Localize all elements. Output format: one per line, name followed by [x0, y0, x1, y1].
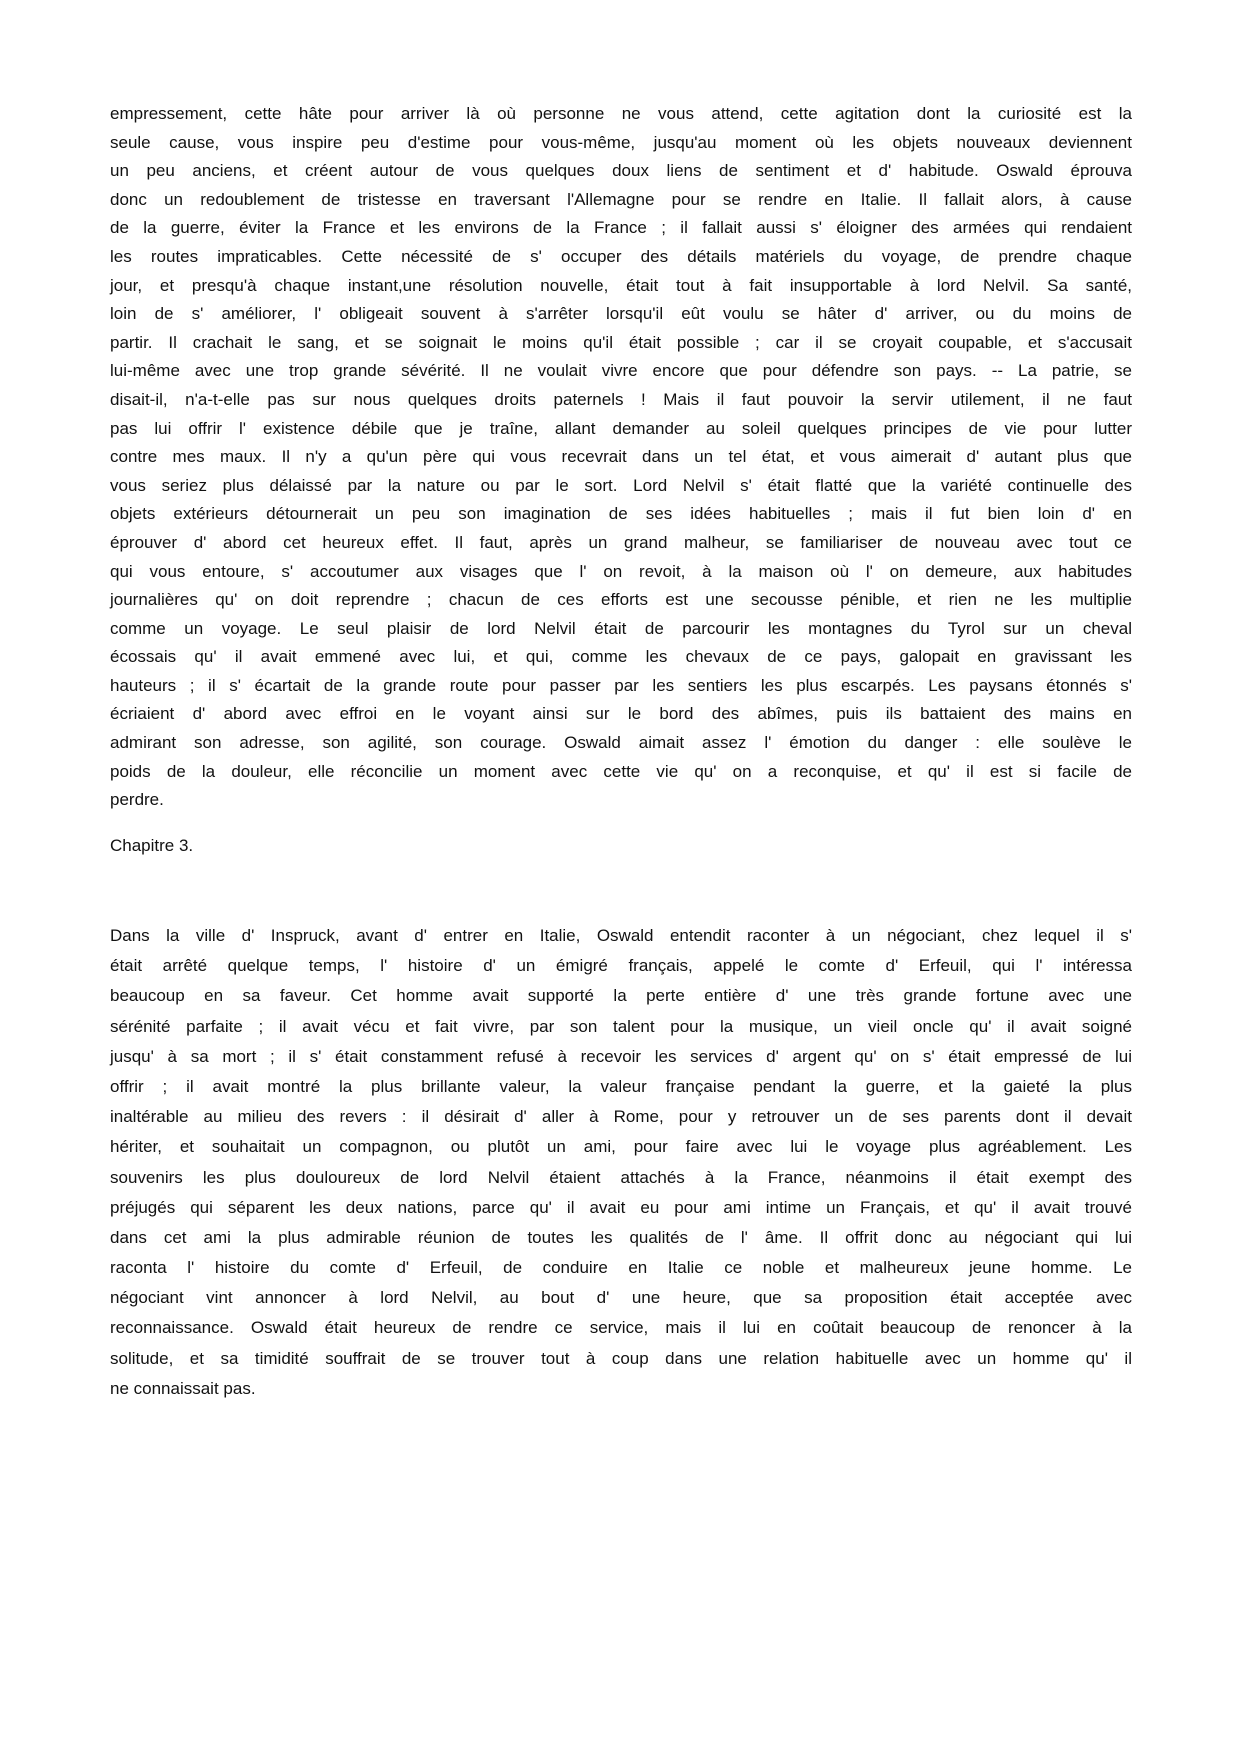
text-line: objets extérieurs détournerait un peu son imagination de ses idées habituelles ; mais il fut bien loin d' en	[110, 504, 1132, 524]
text-line: Dans la ville d' Inspruck, avant d' entrer en Italie, Oswald entendit raconter à un négociant, chez lequel il s'	[110, 926, 1132, 945]
text-line: négociant vint annoncer à lord Nelvil, au bout d' une heure, que sa proposition était acceptée avec	[110, 1288, 1132, 1308]
text-line: sérénité parfaite ; il avait vécu et fait vivre, par son talent pour la musique, un vieil oncle qu' il avait soigné	[110, 1016, 1132, 1036]
text-line: écriaient d' abord avec effroi en le voyant ainsi sur le bord des abîmes, puis ils battaient des mains en	[110, 704, 1132, 724]
text-line: journalières qu' on doit reprendre ; chacun de ces efforts est une secousse pénible, et rien ne les multiplie	[110, 590, 1132, 610]
text-line: dans cet ami la plus admirable réunion de toutes les qualités de l' âme. Il offrit donc au négociant qui lui	[110, 1227, 1132, 1247]
text-line: lui-même avec une trop grande sévérité. Il ne voulait vivre encore que pour défendre son pays. -- La patrie, se	[110, 361, 1132, 381]
text-line: pas lui offrir l' existence débile que je traîne, allant demander au soleil quelques principes de vie pour lutter	[110, 418, 1132, 438]
text-line: écossais qu' il avait emmené avec lui, et qui, comme les chevaux de ce pays, galopait en gravissant les	[110, 647, 1132, 667]
text-line: hériter, et souhaitait un compagnon, ou plutôt un ami, pour faire avec lui le voyage plus agréablement. Les	[110, 1137, 1132, 1157]
text-line: raconta l' histoire du comte d' Erfeuil, de conduire en Italie ce noble et malheureux jeune homme. Le	[110, 1258, 1132, 1278]
text-line: solitude, et sa timidité souffrait de se trouver tout à coup dans une relation habituelle avec un homme qu' il	[110, 1348, 1132, 1368]
text-line: reconnaissance. Oswald était heureux de rendre ce service, mais il lui en coûtait beaucoup de renoncer à la	[110, 1318, 1132, 1338]
text-line: seule cause, vous inspire peu d'estime pour vous-même, jusqu'au moment où les objets nouveaux deviennent	[110, 132, 1132, 152]
chapter-heading: Chapitre 3.	[110, 836, 194, 855]
text-line: perdre.	[110, 790, 164, 810]
text-line: empressement, cette hâte pour arriver là où personne ne vous attend, cette agitation dont la curiosité est la	[110, 104, 1132, 123]
text-line: éprouver d' abord cet heureux effet. Il faut, après un grand malheur, se familiariser de nouveau avec tout ce	[110, 532, 1132, 552]
text-line: offrir ; il avait montré la plus brillante valeur, la valeur française pendant la guerre, et la gaieté la plus	[110, 1076, 1132, 1096]
text-line: les routes impraticables. Cette nécessité de s' occuper des détails matériels du voyage, de prendre chaque	[110, 246, 1132, 266]
text-line: hauteurs ; il s' écartait de la grande route pour passer par les sentiers les plus escarpés. Les paysans étonnés s'	[110, 675, 1132, 695]
text-line: contre mes maux. Il n'y a qu'un père qui vous recevrait dans un tel état, et vous aimerait d' autant plus que	[110, 447, 1132, 467]
text-line: comme un voyage. Le seul plaisir de lord Nelvil était de parcourir les montagnes du Tyrol sur un cheval	[110, 618, 1132, 638]
text-line: beaucoup en sa faveur. Cet homme avait supporté la perte entière d' une très grande fortune avec une	[110, 986, 1132, 1006]
text-line: partir. Il crachait le sang, et se soignait le moins qu'il était possible ; car il se croyait coupable, et s'accusait	[110, 332, 1132, 352]
text-line: admirant son adresse, son agilité, son courage. Oswald aimait assez l' émotion du danger : elle soulève le	[110, 733, 1132, 753]
text-line: souvenirs les plus douloureux de lord Nelvil étaient attachés à la France, néanmoins il était exempt des	[110, 1167, 1132, 1187]
text-line: jour, et presqu'à chaque instant,une résolution nouvelle, était tout à fait insupportable à lord Nelvil. Sa santé,	[110, 275, 1132, 295]
text-line: poids de la douleur, elle réconcilie un moment avec cette vie qu' on a reconquise, et qu' il est si facile de	[110, 761, 1132, 781]
text-line: inaltérable au milieu des revers : il désirait d' aller à Rome, pour y retrouver un de ses parents dont il devait	[110, 1107, 1132, 1127]
text-line: loin de s' améliorer, l' obligeait souvent à s'arrêter lorsqu'il eût voulu se hâter d' arriver, ou du moins de	[110, 304, 1132, 324]
text-line: disait-il, n'a-t-elle pas sur nous quelques droits paternels ! Mais il faut pouvoir la servir utilement, il ne faut	[110, 389, 1132, 409]
text-line: était arrêté quelque temps, l' histoire d' un émigré français, appelé le comte d' Erfeuil, qui l' intéressa	[110, 956, 1132, 976]
paragraph-1	[110, 100, 1132, 815]
text-line: un peu anciens, et créent autour de vous quelques doux liens de sentiment et d' habitude. Oswald éprouva	[110, 161, 1132, 181]
text-line: donc un redoublement de tristesse en traversant l'Allemagne pour se rendre en Italie. Il fallait alors, à cause	[110, 189, 1132, 209]
text-line: ne connaissait pas.	[110, 1378, 256, 1398]
text-line: jusqu' à sa mort ; il s' était constamment refusé à recevoir les services d' argent qu' on s' était empressé de lui	[110, 1046, 1132, 1066]
text-line: préjugés qui séparent les deux nations, parce qu' il avait eu pour ami intime un Français, et qu' il avait trouvé	[110, 1197, 1132, 1217]
paragraph-2	[110, 921, 1132, 1404]
text-line: de la guerre, éviter la France et les environs de la France ; il fallait aussi s' éloigner des armées qui rendaient	[110, 218, 1132, 238]
text-line: qui vous entoure, s' accoutumer aux visages que l' on revoit, à la maison où l' on demeure, aux habitudes	[110, 561, 1132, 581]
text-line: vous seriez plus délaissé par la nature ou par le sort. Lord Nelvil s' était flatté que la variété continuelle des	[110, 475, 1132, 495]
